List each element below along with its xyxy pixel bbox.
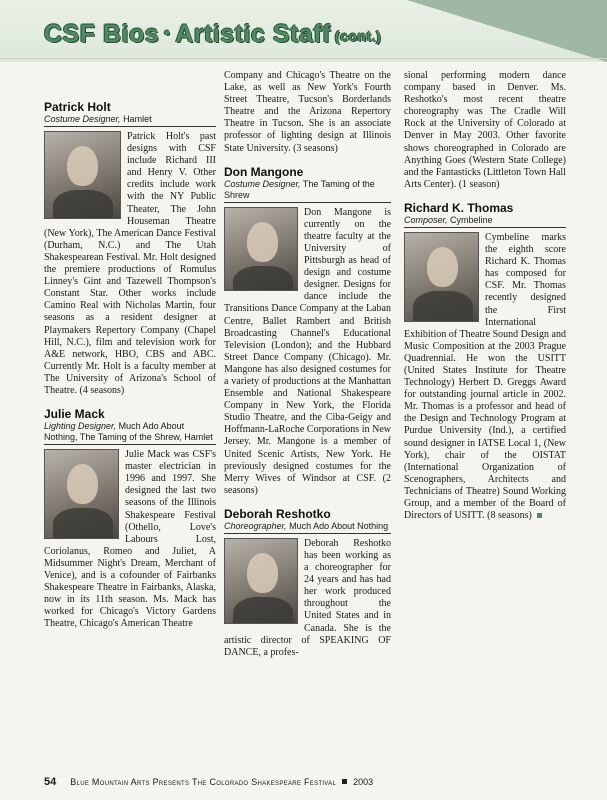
bio-name: Patrick Holt: [44, 100, 111, 114]
bio-role: Costume Designer, Hamlet: [44, 114, 216, 127]
bio-text: Julie Mack was CSF's master electrician in 1996 and 1997. She designed the last two seasons of the Illinois Shakespeare Festival (Othello, Love's Labours Lost, Coriolanus, Romeo and Juliet, A Midsummer Night's Dream, Merchant of Venice), and is a cofounder of Fairbanks Shakespeare Theatre in Fairbanks, Alaska, now in its 11th season. Ms. Mack has worked for Chicago's Victory Gardens Theatre, Chicago's American Theatre: [44, 449, 216, 630]
bio-text: Deborah Reshotko has been working as a choreographer for 24 years and has had her work produced throughout the United States and in Canada. She is the artistic director of SPEAKING OF DANCE, a profes-: [224, 537, 391, 658]
banner-wedge: [407, 0, 607, 62]
page-title: [44, 20, 381, 49]
bio-reshotko: [224, 507, 391, 659]
bio-role: Composer, Cymbeline: [404, 215, 566, 228]
page-number: 54: [44, 776, 57, 788]
publication-title: Blue Mountain Arts Presents The Colorado Shakespeare Festival: [70, 777, 337, 787]
portrait-photo: [224, 207, 298, 291]
bio-mack: [44, 407, 216, 630]
bio-name: Richard K. Thomas: [404, 200, 514, 215]
bio-mangone: [224, 165, 391, 497]
title-main: CSF Bios: [44, 20, 160, 48]
column-2: [224, 70, 391, 669]
bio-role: Choreographer, Much Ado About Nothing: [224, 521, 391, 534]
bio-name: Julie Mack: [44, 407, 105, 422]
title-sub: Artistic Staff: [175, 20, 331, 48]
banner-rule: [0, 58, 607, 59]
page-footer: [44, 776, 564, 788]
title-separator: •: [164, 25, 171, 42]
bio-text: Don Mangone is currently on the theatre faculty at the University of Pittsburgh as head of design and costume designer. Designs for dance include the Transitions Dance Company at the Laban Centre, Ballet Rambert and British Broadcasting Channel's Educational Television (London); and the Hubbard Street Dance Company (Chicago). Mr. Mangone has also designed costumes for a variety of productions at the Manhattan Ensemble and National Shakespeare Company in New York, the Florida Studio Theatre, and the Ciba-Geigy and Hoffmann-LaRoche Corporations in New Jersey. Mr. Mangone is a member of United Scenic Artists, New York. He previously designed costumes for the Merry Wives of Windsor at CSF. (2 seasons): [224, 206, 391, 496]
column-1: [44, 100, 216, 640]
bio-text: Cymbeline marks the eighth score Richard K. Thomas has composed for CSF. Mr. Thomas recently designed the First International Exhibition of Theatre Sound Design and Music Composition at the 2003 Prague Quadrennial. He won the USITT (United States Institute for Theatre Technology) Herbert D. Greggs Award for outstanding journal article in 2002. Mr. Thomas is a professor and head of the Design and Technology Program at Purdue University (Ind.), a certified sound designer in IATSE Local 1, (New York), chair of the OISTAT (International Organization of Scenographers, Architects and Technicians of Theatre) Sound Working Group, and a member of the Board of Directors of USITT. (8 seasons): [404, 231, 566, 522]
bio-name: Don Mangone: [224, 164, 304, 179]
bio-reshotko-continued: sional performing modern dance company based in Denver. Ms. Reshotko's most recent theatre choreography was The Cradle Will Rock at the University of Colorado at Denver in May 2003. Other favorite shows choreographed in Colorado are Anything Goes (Western State College) and the Fantasticks (Littleton Town Hall Arts Center). (1 season): [404, 70, 566, 190]
bio-holt: [44, 100, 216, 397]
separator-square-icon: [342, 779, 347, 784]
year: 2003: [353, 777, 374, 787]
portrait-photo: [404, 232, 479, 322]
portrait-photo: [44, 449, 119, 539]
bio-thomas: [404, 201, 566, 522]
portrait-photo: [224, 538, 298, 624]
column-3: [404, 70, 566, 532]
portrait-photo: [44, 131, 121, 219]
header-banner: [0, 0, 607, 62]
bio-name: Deborah Reshotko: [224, 506, 331, 521]
end-mark-icon: [537, 513, 542, 518]
bio-role: Lighting Designer, Much Ado About Nothing, The Taming of the Shrew, Hamlet: [44, 421, 216, 445]
title-cont: (cont.): [334, 28, 382, 44]
bio-text: Patrick Holt's past designs with CSF include Richard III and Henry V. Other credits include work with the NY Public Theater, The John Houseman Theatre (New York), The American Dance Festival (Durham, N.C.) and The Utah Shakespearean Festival. Mr. Holt designed the premiere productions of Romulus Linney's Gint and Tazewell Thompson's Constant Star. Other works include Camino Real with Nicholas Martin, four seasons as a resident designer at Playmakers Repertory Company (Chapel Hill, N.C.), film and television work for A&E network, HBO, CBS and ABC. Currently Mr. Holt is a faculty member at The University of Arizona's School of Theatre. (4 seasons): [44, 131, 216, 396]
bio-mack-continued: Company and Chicago's Theatre on the Lake, as well as New York's Fourth Street Theatre, Tucson's Borderlands Theatre and the Arizona Repertory Theatre in Tucson. She is an associate professor of lighting design at Illinois State University. (3 seasons): [224, 70, 391, 154]
bio-role: Costume Designer, The Taming of the Shrew: [224, 179, 391, 203]
